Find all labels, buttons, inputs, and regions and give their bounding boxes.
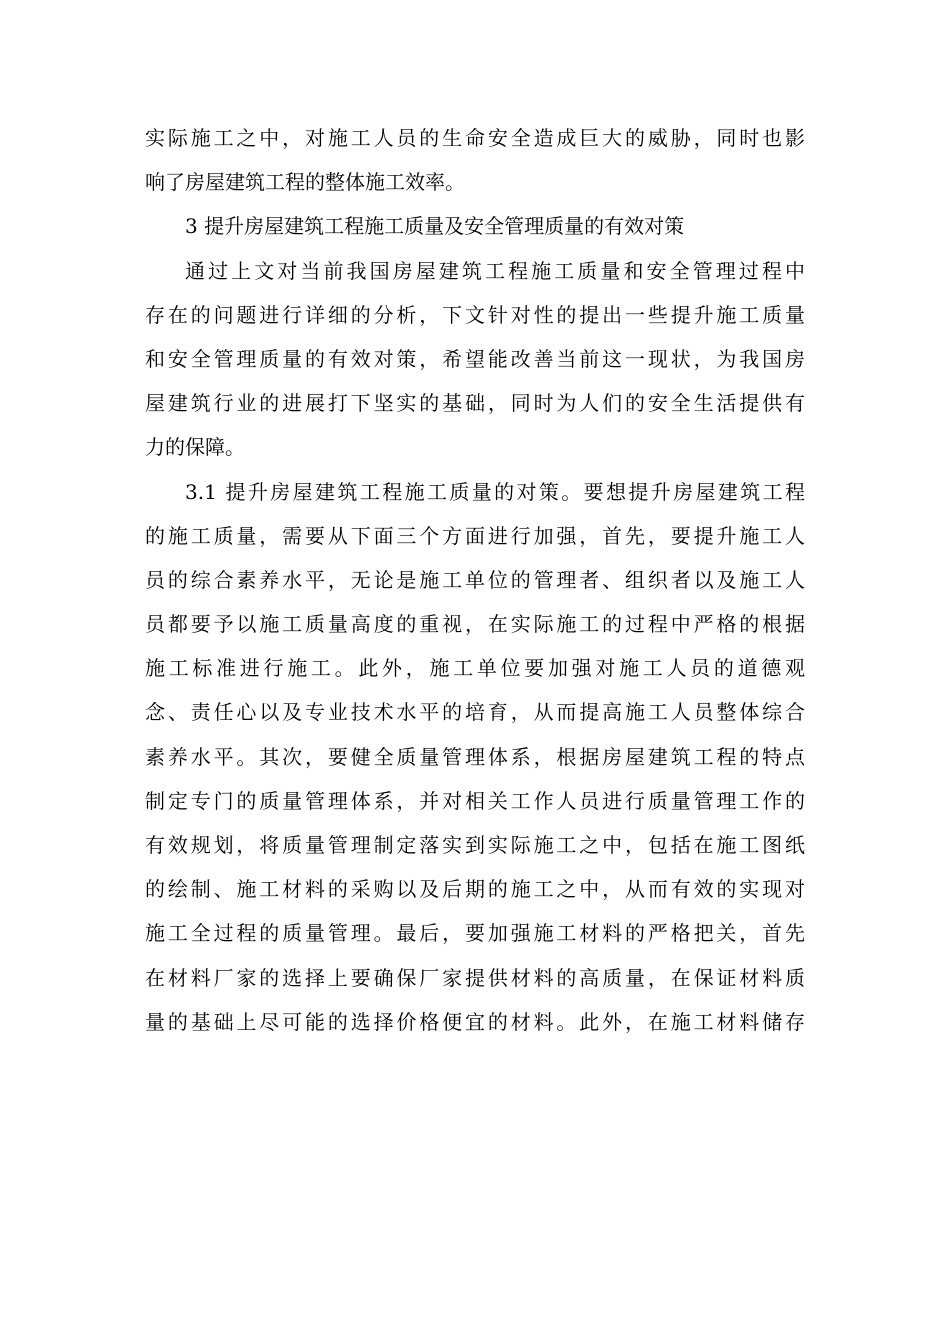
text-line: 的施工质量，需要从下面三个方面进行加强，首先，要提升施工人 xyxy=(145,523,805,548)
text-line: 实际施工之中，对施工人员的生命安全造成巨大的威胁，同时也影 xyxy=(145,126,805,150)
text-line: 制定专门的质量管理体系，并对相关工作人员进行质量管理工作的 xyxy=(145,788,805,813)
text-line: 和安全管理质量的有效对策，希望能改善当前这一现状，为我国房 xyxy=(145,346,805,371)
text-line: 施工全过程的质量管理。最后，要加强施工材料的严格把关，首先 xyxy=(145,921,805,946)
text-line: 素养水平。其次，要健全质量管理体系，根据房屋建筑工程的特点 xyxy=(145,744,805,769)
text-line: 员的综合素养水平，无论是施工单位的管理者、组织者以及施工人 xyxy=(145,567,805,592)
text-line: 3 提升房屋建筑工程施工质量及安全管理质量的有效对策 xyxy=(185,214,685,239)
document-body xyxy=(145,116,805,1044)
text-line: 3.1 提升房屋建筑工程施工质量的对策。要想提升房屋建筑工程 xyxy=(185,479,805,504)
text-line: 念、责任心以及专业技术水平的培育，从而提高施工人员整体综合 xyxy=(145,700,805,725)
text-line: 在材料厂家的选择上要确保厂家提供材料的高质量，在保证材料质 xyxy=(145,965,805,990)
text-line: 屋建筑行业的进展打下坚实的基础，同时为人们的安全生活提供有 xyxy=(145,391,805,416)
text-line: 响了房屋建筑工程的整体施工效率。 xyxy=(145,170,465,195)
text-line: 的绘制、施工材料的采购以及后期的施工之中，从而有效的实现对 xyxy=(145,877,805,902)
text-line: 存在的问题进行详细的分析，下文针对性的提出一些提升施工质量 xyxy=(145,302,805,327)
text-line: 通过上文对当前我国房屋建筑工程施工质量和安全管理过程中 xyxy=(185,258,805,283)
text-line: 有效规划，将质量管理制定落实到实际施工之中，包括在施工图纸 xyxy=(145,833,805,857)
text-line: 施工标准进行施工。此外，施工单位要加强对施工人员的道德观 xyxy=(145,656,805,681)
text-line: 力的保障。 xyxy=(145,435,245,460)
text-line: 员都要予以施工质量高度的重视，在实际施工的过程中严格的根据 xyxy=(145,612,805,637)
text-line: 量的基础上尽可能的选择价格便宜的材料。此外，在施工材料储存 xyxy=(145,1009,805,1034)
